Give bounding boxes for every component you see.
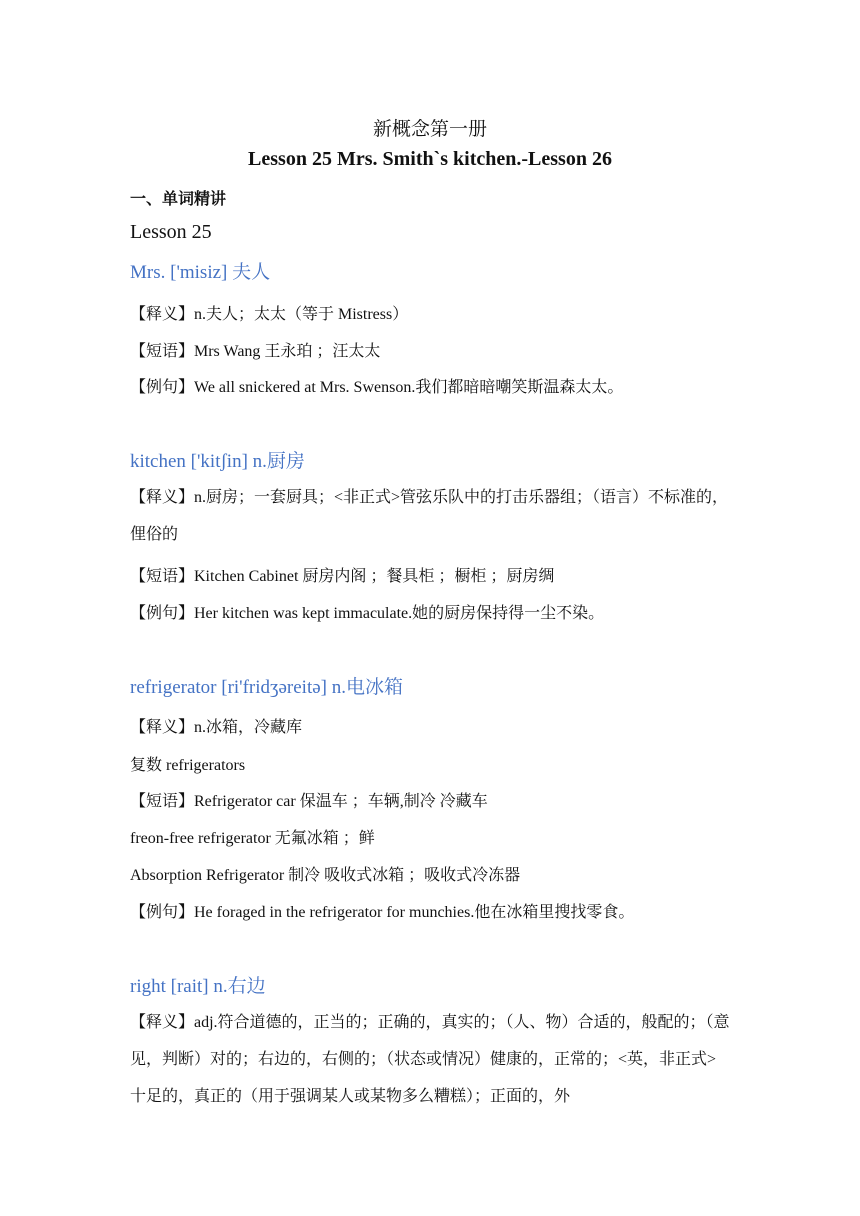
book-title: 新概念第一册 [372,119,487,140]
phrase-line: Absorption Refrigerator 制冷 吸收式冰箱 ；吸收式冷冻器 [130,867,521,884]
lesson-title: Lesson 25 Mrs. Smith`s kitchen.-Lesson 26 [248,148,612,170]
definition-line: 【释义】n.冰箱，冷藏库 [130,719,303,736]
phrase-line: 【短语】Kitchen Cabinet 厨房内阁 ；餐具柜 ；橱柜 ；厨房绸 [130,568,555,585]
example-line: 【例句】We all snickered at Mrs. Swenson.我们都暗暗嘲笑斯温森太太。 [130,379,624,396]
definition-line: 【释义】adj.符合道德的，正当的；正确的，真实的；（人、物）合适的，般配的；（意见，判断）对的；右边的，右侧的；（状态或情况）健康的，正常的；<英，非正式> 十足的，真正的（用于强调某人或某物多么糟糕）；正面的，外 [130,1014,730,1105]
definition-line: 【释义】n.夫人；太太（等于 Mistress） [130,306,409,323]
headword-kitchen: kitchen ['kitʃin] n.厨房 [130,451,305,472]
headword-refrigerator: refrigerator [ri'fridʒəreitə] n.电冰箱 [130,677,403,698]
plural-line: 复数 refrigerators [130,757,246,774]
section-heading: 一、单词精讲 [130,191,227,208]
example-line: 【例句】He foraged in the refrigerator for munchies.他在冰箱里搜找零食。 [130,904,635,921]
phrase-line: 【短语】Mrs Wang 王永珀 ；汪太太 [130,343,381,360]
phrase-line: 【短语】Refrigerator car 保温车 ；车辆,制冷 冷藏车 [130,793,488,810]
phrase-line: freon-free refrigerator 无氟冰箱 ；鲜 [130,830,375,847]
definition-line: 【释义】n.厨房；一套厨具；<非正式>管弦乐队中的打击乐器组；（语言）不标准的，俚俗的 [130,489,729,543]
example-line: 【例句】Her kitchen was kept immaculate.她的厨房保持得一尘不染。 [130,605,605,622]
lesson-label: Lesson 25 [130,221,212,243]
headword-mrs: Mrs. ['misiz] 夫人 [130,262,271,283]
headword-right: right [rait] n.右边 [130,976,266,997]
